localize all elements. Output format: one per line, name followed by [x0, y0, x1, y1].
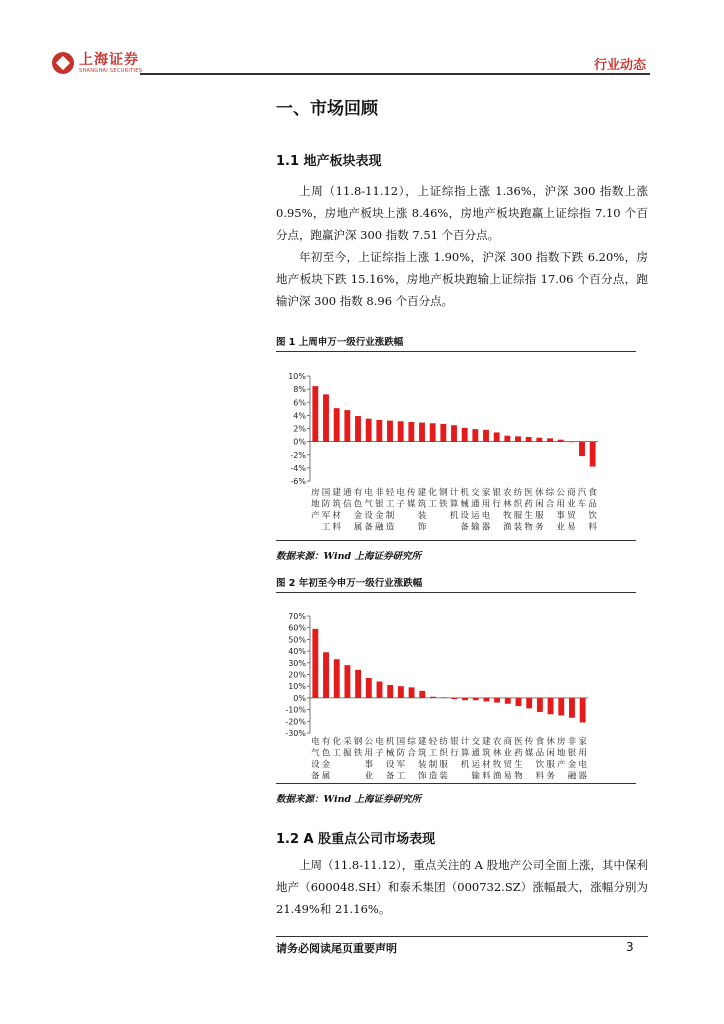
x-category-label: 汽车	[577, 488, 587, 510]
chart-bar	[312, 386, 318, 442]
chart-bar	[579, 442, 585, 456]
subsection-1-2-body	[276, 854, 648, 920]
x-category-label: 交通运输	[471, 488, 480, 533]
chart-bar	[398, 686, 404, 698]
page-number: 3	[626, 940, 634, 954]
chart-bar	[462, 428, 468, 442]
chart-bar	[451, 425, 457, 441]
chart-bar	[451, 698, 457, 699]
y-tick-label: -30%	[285, 729, 306, 738]
chart-bar	[366, 678, 372, 698]
x-category-label: 公用事业	[556, 488, 565, 533]
x-category-label: 计算机	[460, 737, 470, 770]
y-tick-label: 20%	[288, 670, 306, 680]
x-category-label: 商业贸易	[503, 737, 513, 779]
x-category-label: 传媒	[524, 737, 534, 759]
chart-bar	[344, 410, 350, 442]
x-category-label: 钢铁	[439, 488, 448, 510]
x-category-label: 公用事业	[364, 737, 374, 779]
x-category-label: 建筑装饰	[418, 737, 427, 779]
chart-bar	[409, 687, 415, 698]
x-category-label: 机械设备	[460, 488, 469, 533]
y-tick-label: 40%	[288, 647, 306, 657]
paragraph: 上周（11.8-11.12），上证综指上涨 1.36%，沪深 300 指数上涨 0.95%，房地产板块上涨 8.46%，房地产板块跑赢上证综指 7.10 个百分点，跑赢沪深 300 指数 7.51 个百分点。	[276, 184, 648, 242]
paragraph: 上周（11.8-11.12），重点关注的 A 股地产公司全面上涨，其中保利地产（600048.SH）和泰禾集团（000732.SZ）涨幅最大，涨幅分别为 21.49%和 21.16%。	[276, 858, 648, 916]
chart-bar	[548, 698, 554, 714]
chart-bar	[355, 670, 361, 698]
x-category-label: 食品饮料	[588, 488, 597, 533]
y-tick-label: 6%	[293, 398, 306, 408]
x-category-label: 化工	[428, 488, 437, 510]
x-category-label: 银行	[450, 737, 459, 759]
chart-bar	[398, 421, 404, 441]
y-tick-label: 10%	[288, 682, 306, 692]
y-tick-label: 2%	[293, 424, 306, 434]
footer-divider	[276, 936, 648, 937]
x-category-label: 采掘	[343, 737, 352, 759]
x-category-label: 医药生物	[514, 737, 523, 779]
x-category-label: 有色金属	[321, 737, 331, 779]
x-category-label: 计算机	[449, 488, 459, 521]
figure-title: 图 2 年初至今申万一级行业涨跌幅	[276, 578, 423, 589]
chart-bar	[408, 422, 414, 442]
chart-bar	[547, 438, 553, 441]
chart-bar	[590, 442, 596, 467]
x-category-label: 医药生物	[524, 488, 533, 533]
x-category-label: 电子	[396, 488, 405, 510]
figure-title: 图 1 上周申万一级行业涨跌幅	[276, 337, 404, 348]
figure-bottom-rule	[276, 783, 636, 784]
chart-bar	[387, 421, 393, 442]
logo-english: SHANGHAI SECURITIES	[79, 67, 143, 74]
chart-bar	[323, 652, 329, 698]
x-category-label: 交通运输	[471, 737, 480, 779]
y-tick-label: 60%	[288, 623, 306, 633]
x-category-label: 综合	[545, 488, 555, 510]
y-tick-label: 70%	[288, 612, 306, 621]
chart-bar	[419, 691, 425, 698]
x-category-label: 食品饮料	[535, 737, 545, 779]
chart-bar	[312, 629, 318, 698]
x-category-label: 家用电器	[578, 737, 587, 779]
subsection-title-1-2: 1.2 A 股重点公司市场表现	[276, 832, 436, 847]
chart-bar	[505, 698, 511, 704]
x-category-label: 电气设备	[364, 488, 373, 533]
chart-bar	[526, 698, 532, 709]
chart-bar	[441, 697, 447, 698]
chart-bar	[536, 438, 542, 442]
y-tick-label: 0%	[293, 437, 306, 447]
chart-bar	[483, 430, 489, 442]
x-category-label: 非银金融	[375, 488, 384, 533]
chart-bar	[580, 698, 586, 723]
chart-1	[276, 352, 636, 536]
y-tick-label: -10%	[285, 705, 306, 715]
chart-bar	[462, 698, 468, 700]
chart-bar	[473, 698, 479, 700]
x-category-label: 轻工制造	[385, 488, 395, 533]
x-category-label: 房地产	[311, 488, 320, 521]
x-category-label: 通信	[343, 488, 352, 510]
chart-bar	[472, 429, 478, 441]
y-tick-label: -6%	[290, 477, 306, 486]
report-category: 行业动态	[593, 58, 646, 73]
chart-bar	[387, 685, 393, 698]
y-tick-label: 4%	[293, 411, 306, 421]
chart-bar	[334, 659, 340, 698]
y-tick-label: -20%	[285, 717, 306, 727]
logo-emblem-icon	[52, 52, 74, 74]
company-logo	[52, 52, 142, 74]
x-category-label: 纺织服装	[439, 737, 448, 779]
x-category-label: 休闲服务	[535, 488, 544, 533]
chart-bar	[483, 698, 489, 702]
subsection-title-1-1: 1.1 地产板块表现	[276, 154, 382, 169]
y-tick-label: 10%	[288, 372, 306, 381]
x-category-label: 电子	[375, 737, 384, 759]
chart-bar	[430, 423, 436, 441]
x-category-label: 建筑材料	[482, 737, 491, 779]
chart-bar	[526, 437, 532, 442]
x-category-label: 房地产	[557, 737, 566, 770]
figure-2	[276, 575, 636, 805]
subsection-1-1-body	[276, 180, 648, 312]
chart-bar	[558, 440, 564, 442]
chart-bar	[419, 423, 425, 442]
figure-source: 数据来源：Wind 上海证券研究所	[276, 551, 421, 562]
x-category-label: 钢铁	[353, 737, 363, 759]
chart-bar	[494, 698, 500, 703]
chart-bar	[355, 416, 361, 442]
x-category-label: 建筑材料	[332, 488, 341, 533]
paragraph: 年初至今，上证综指上涨 1.90%，沪深 300 指数下跌 6.20%，房地产板块下跌 15.16%，房地产板块跑输上证综指 17.06 个百分点，跑输沪深 300 指数 8.96 个百分点。	[276, 250, 648, 308]
y-tick-label: -2%	[290, 450, 306, 460]
x-category-label: 机械设备	[385, 737, 395, 779]
chart-bar	[515, 436, 521, 441]
x-category-label: 传媒	[407, 488, 416, 510]
x-category-label: 非银金融	[567, 737, 577, 779]
chart-bar	[376, 420, 382, 442]
x-category-label: 纺织服装	[513, 488, 523, 533]
chart-bar	[323, 394, 329, 441]
chart-bar	[344, 665, 350, 698]
x-category-label: 国防军工	[396, 737, 406, 779]
figure-1	[276, 334, 636, 562]
chart-2	[276, 593, 636, 779]
x-category-label: 农林牧渔	[503, 488, 512, 533]
chart-bar	[537, 698, 543, 712]
chart-bar	[366, 419, 372, 442]
x-category-label: 家用电器	[481, 488, 491, 533]
y-tick-label: 30%	[288, 658, 306, 668]
x-category-label: 农林牧渔	[492, 737, 502, 779]
figure-bottom-rule	[276, 540, 636, 541]
y-tick-label: -4%	[290, 463, 306, 473]
chart-bar	[558, 698, 564, 716]
logo-name: 上海证券	[79, 51, 139, 68]
x-category-label: 休闲服务	[546, 737, 555, 779]
chart-bar	[377, 682, 383, 698]
x-category-label: 化工	[332, 737, 341, 759]
y-tick-label: 8%	[293, 385, 306, 395]
chart-bar	[334, 408, 340, 441]
x-category-label: 轻工制造	[428, 737, 438, 779]
x-category-label: 有色金属	[353, 488, 363, 533]
footer-disclaimer: 请务必阅读尾页重要声明	[276, 942, 397, 955]
chart-bar	[568, 442, 574, 443]
header-divider	[140, 73, 650, 75]
x-category-label: 综合	[407, 737, 416, 759]
section-title: 一、市场回顾	[276, 99, 378, 119]
x-category-label: 建筑装饰	[417, 488, 427, 533]
x-category-label: 电气设备	[311, 737, 320, 779]
chart-bar	[569, 698, 575, 718]
figure-source: 数据来源：Wind 上海证券研究所	[276, 794, 421, 805]
chart-bar	[516, 698, 522, 706]
x-category-label: 国防军工	[321, 488, 331, 533]
y-tick-label: 0%	[293, 693, 306, 703]
y-tick-label: 50%	[288, 635, 306, 645]
chart-bar	[440, 424, 446, 442]
chart-bar	[504, 436, 510, 442]
x-category-label: 商业贸易	[567, 488, 576, 533]
chart-bar	[430, 697, 436, 698]
x-category-label: 银行	[492, 488, 501, 510]
chart-bar	[494, 432, 500, 441]
